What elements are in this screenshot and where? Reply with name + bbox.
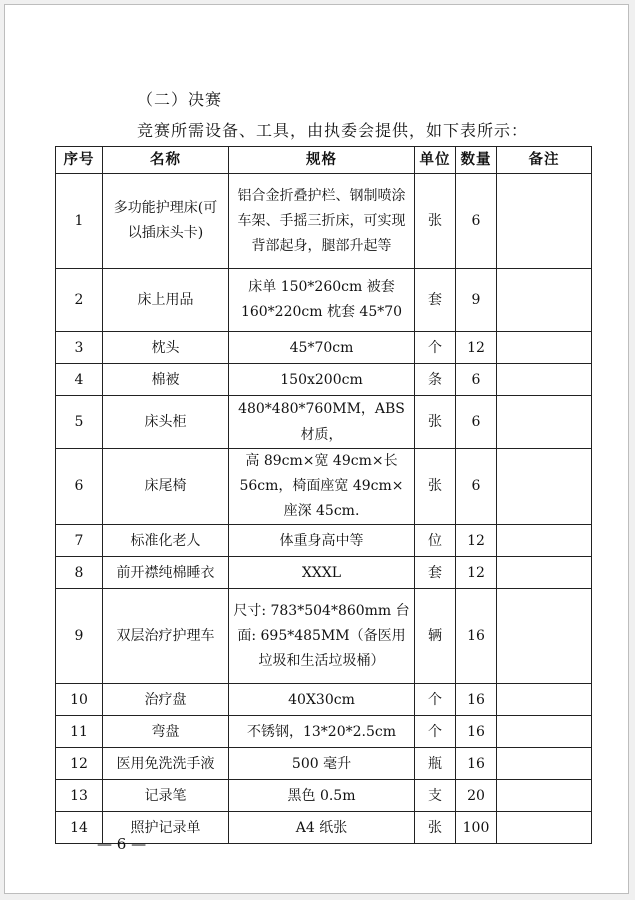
row-spec: 45*70cm [229,332,415,364]
row-spec: 480*480*760MM，ABS 材质， [229,396,415,449]
row-qty: 6 [456,174,497,269]
row-no: 4 [56,364,103,396]
row-name: 照护记录单 [103,812,229,844]
row-note [497,557,592,589]
row-unit: 张 [415,174,456,269]
row-spec: 500 毫升 [229,748,415,780]
row-qty: 12 [456,557,497,589]
row-qty: 6 [456,396,497,449]
row-note [497,684,592,716]
header-spec: 规格 [229,147,415,174]
row-no: 13 [56,780,103,812]
row-no: 8 [56,557,103,589]
row-spec: 铝合金折叠护栏、钢制喷涂车架、手摇三折床，可实现背部起身，腿部升起等 [229,174,415,269]
table-row [56,364,592,396]
row-qty: 20 [456,780,497,812]
row-unit: 支 [415,780,456,812]
table-row [56,174,592,269]
row-note [497,364,592,396]
row-spec: 床单 150*260cm 被套 160*220cm 枕套 45*70 [229,269,415,332]
row-name: 标准化老人 [103,525,229,557]
intro-text: 竞赛所需设备、工具，由执委会提供，如下表所示： [137,121,529,140]
row-name: 棉被 [103,364,229,396]
row-spec: 40X30cm [229,684,415,716]
row-name: 床上用品 [103,269,229,332]
row-note [497,780,592,812]
row-unit: 套 [415,269,456,332]
table-row [56,525,592,557]
row-name: 双层治疗护理车 [103,589,229,684]
row-unit: 个 [415,716,456,748]
row-unit: 个 [415,332,456,364]
header-name: 名称 [103,147,229,174]
header-note: 备注 [497,147,592,174]
table-row [56,780,592,812]
row-spec: 体重身高中等 [229,525,415,557]
row-no: 10 [56,684,103,716]
section-heading: （二）决赛 [137,90,223,109]
row-unit: 条 [415,364,456,396]
row-unit: 套 [415,557,456,589]
row-note [497,589,592,684]
row-note [497,525,592,557]
row-no: 2 [56,269,103,332]
table-row [56,589,592,684]
row-no: 12 [56,748,103,780]
row-qty: 16 [456,589,497,684]
row-note [497,449,592,525]
row-unit: 张 [415,812,456,844]
row-spec: 黑色 0.5m [229,780,415,812]
row-qty: 6 [456,449,497,525]
row-no: 3 [56,332,103,364]
equipment-table [55,146,592,844]
row-note [497,269,592,332]
row-no: 14 [56,812,103,844]
row-unit: 个 [415,684,456,716]
row-spec: XXXL [229,557,415,589]
row-no: 11 [56,716,103,748]
row-qty: 12 [456,525,497,557]
row-note [497,174,592,269]
row-qty: 12 [456,332,497,364]
row-qty: 16 [456,748,497,780]
header-no: 序号 [56,147,103,174]
table-row [56,557,592,589]
row-no: 7 [56,525,103,557]
row-name: 床头柜 [103,396,229,449]
row-name: 医用免洗洗手液 [103,748,229,780]
row-spec: 尺寸: 783*504*860mm 台面: 695*485MM（备医用垃圾和生活垃圾桶） [229,589,415,684]
row-spec: 150x200cm [229,364,415,396]
row-name: 多功能护理床(可以插床头卡) [103,174,229,269]
row-name: 弯盘 [103,716,229,748]
row-qty: 16 [456,684,497,716]
row-name: 记录笔 [103,780,229,812]
table-header-row [56,147,592,174]
row-unit: 张 [415,396,456,449]
row-spec: 不锈钢，13*20*2.5cm [229,716,415,748]
row-unit: 辆 [415,589,456,684]
header-unit: 单位 [415,147,456,174]
row-qty: 16 [456,716,497,748]
table-row [56,748,592,780]
table-row [56,269,592,332]
row-qty: 100 [456,812,497,844]
table-row [56,684,592,716]
row-no: 5 [56,396,103,449]
row-qty: 9 [456,269,497,332]
row-no: 9 [56,589,103,684]
row-unit: 位 [415,525,456,557]
row-name: 枕头 [103,332,229,364]
document-page [4,4,629,894]
row-spec: A4 纸张 [229,812,415,844]
table-row [56,716,592,748]
row-name: 治疗盘 [103,684,229,716]
row-name: 前开襟纯棉睡衣 [103,557,229,589]
row-note [497,716,592,748]
row-qty: 6 [456,364,497,396]
table-row [56,449,592,525]
table-row [56,396,592,449]
row-note [497,812,592,844]
row-spec: 高 89cm×宽 49cm×长 56cm，椅面座宽 49cm×座深 45cm. [229,449,415,525]
page-number: — 6 — [97,835,147,853]
row-unit: 瓶 [415,748,456,780]
row-unit: 张 [415,449,456,525]
row-note [497,396,592,449]
row-no: 1 [56,174,103,269]
row-no: 6 [56,449,103,525]
table-row [56,332,592,364]
row-note [497,332,592,364]
row-name: 床尾椅 [103,449,229,525]
row-note [497,748,592,780]
header-qty: 数量 [456,147,497,174]
